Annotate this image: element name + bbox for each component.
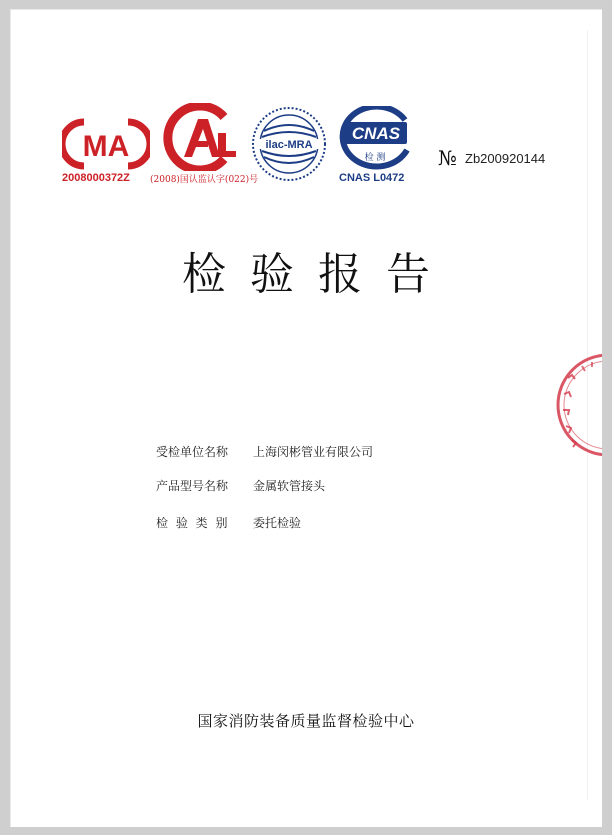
ilac-mra-logo-icon xyxy=(250,105,328,183)
product-name-label: 产品型号名称 xyxy=(156,479,229,493)
official-seal-icon xyxy=(552,350,602,460)
svg-text:MA: MA xyxy=(82,130,130,163)
issuing-organization: 国家消防装备质量监督检验中心 xyxy=(197,712,415,730)
report-number-value: Zb200920144 xyxy=(465,151,546,166)
cma-code: 2008000372Z xyxy=(62,172,130,184)
page-title: 检验报告 xyxy=(182,249,454,300)
inspected-unit-label: 受检单位名称 xyxy=(156,445,229,459)
ilac-text: ilac-MRA xyxy=(265,139,313,151)
inspection-type-label: 检 验 类 别 xyxy=(156,516,230,530)
inspected-unit-value: 上海闵彬管业有限公司 xyxy=(253,445,374,459)
product-name-value: 金属软管接头 xyxy=(253,479,326,493)
cal-logo-icon xyxy=(160,103,240,171)
cnas-sub: 检 测 xyxy=(364,153,386,163)
report-number-label: № xyxy=(438,146,457,170)
cma-logo-icon xyxy=(62,118,150,170)
cal-code: (2008)国认监认字(022)号 xyxy=(150,175,259,185)
cnas-text: CNAS xyxy=(351,124,401,143)
inspection-type-value: 委托检验 xyxy=(253,516,302,530)
cnas-code: CNAS L0472 xyxy=(339,172,405,184)
cnas-logo-icon xyxy=(335,106,413,172)
